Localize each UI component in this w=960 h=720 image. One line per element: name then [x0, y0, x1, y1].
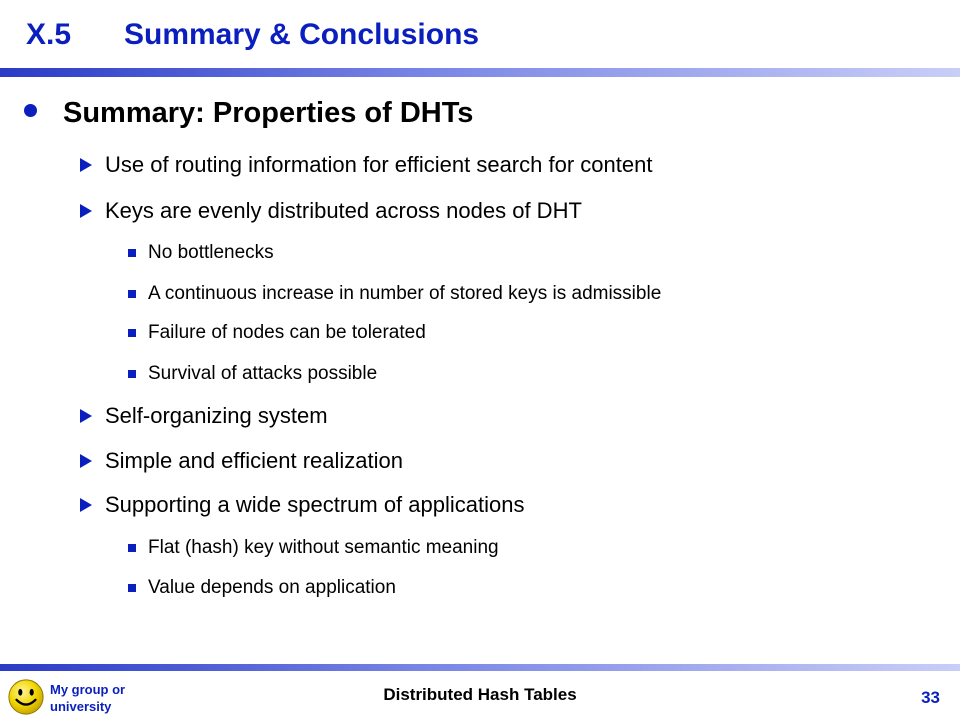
org-line-1: My group or: [50, 682, 126, 697]
footer-title: Distributed Hash Tables: [383, 685, 577, 704]
triangle-bullet-icon: [80, 204, 92, 218]
subbullet-flat-key: [128, 537, 499, 559]
bullet-wide-spectrum: [80, 492, 524, 518]
square-bullet-icon: [128, 584, 136, 592]
subbullet-no-bottlenecks: [128, 242, 274, 264]
title-divider-bar: [0, 68, 960, 77]
subbullet-text: Value depends on application: [148, 577, 396, 598]
triangle-bullet-icon: [80, 454, 92, 468]
square-bullet-icon: [128, 329, 136, 337]
subbullet-text: Survival of attacks possible: [148, 363, 378, 384]
bullet-text: Keys are evenly distributed across nodes of DHT: [105, 198, 582, 223]
subbullet-continuous-increase: [128, 283, 661, 305]
square-bullet-icon: [128, 370, 136, 378]
footer-divider-bar: [0, 664, 960, 671]
triangle-bullet-icon: [80, 409, 92, 423]
round-bullet-icon: [24, 104, 37, 117]
subbullet-text: Failure of nodes can be tolerated: [148, 322, 426, 343]
org-line-2: university: [50, 699, 112, 714]
triangle-bullet-icon: [80, 498, 92, 512]
section-title: Summary & Conclusions: [124, 18, 480, 51]
bullet-self-organizing: [80, 403, 328, 429]
square-bullet-icon: [128, 544, 136, 552]
subbullet-value-depends: [128, 577, 396, 599]
subbullet-text: No bottlenecks: [148, 242, 274, 263]
square-bullet-icon: [128, 290, 136, 298]
section-number: X.5: [26, 18, 72, 51]
bullet-simple-efficient: [80, 448, 403, 474]
heading-bullet: [24, 97, 473, 130]
page-number: 33: [921, 688, 940, 707]
bullet-routing-info: [80, 152, 652, 178]
content-heading: Summary: Properties of DHTs: [63, 97, 474, 129]
bullet-text: Supporting a wide spectrum of applications: [105, 492, 525, 517]
bullet-keys-distributed: [80, 198, 582, 224]
subbullet-attack-survival: [128, 363, 377, 385]
bullet-text: Use of routing information for efficient search for content: [105, 152, 653, 177]
slide-title: [26, 18, 479, 52]
subbullet-text: Flat (hash) key without semantic meaning: [148, 537, 499, 558]
bullet-text: Simple and efficient realization: [105, 448, 403, 473]
subbullet-node-failure: [128, 322, 426, 344]
bullet-text: Self-organizing system: [105, 403, 328, 428]
triangle-bullet-icon: [80, 158, 92, 172]
square-bullet-icon: [128, 249, 136, 257]
subbullet-text: A continuous increase in number of stored keys is admissible: [148, 283, 662, 304]
